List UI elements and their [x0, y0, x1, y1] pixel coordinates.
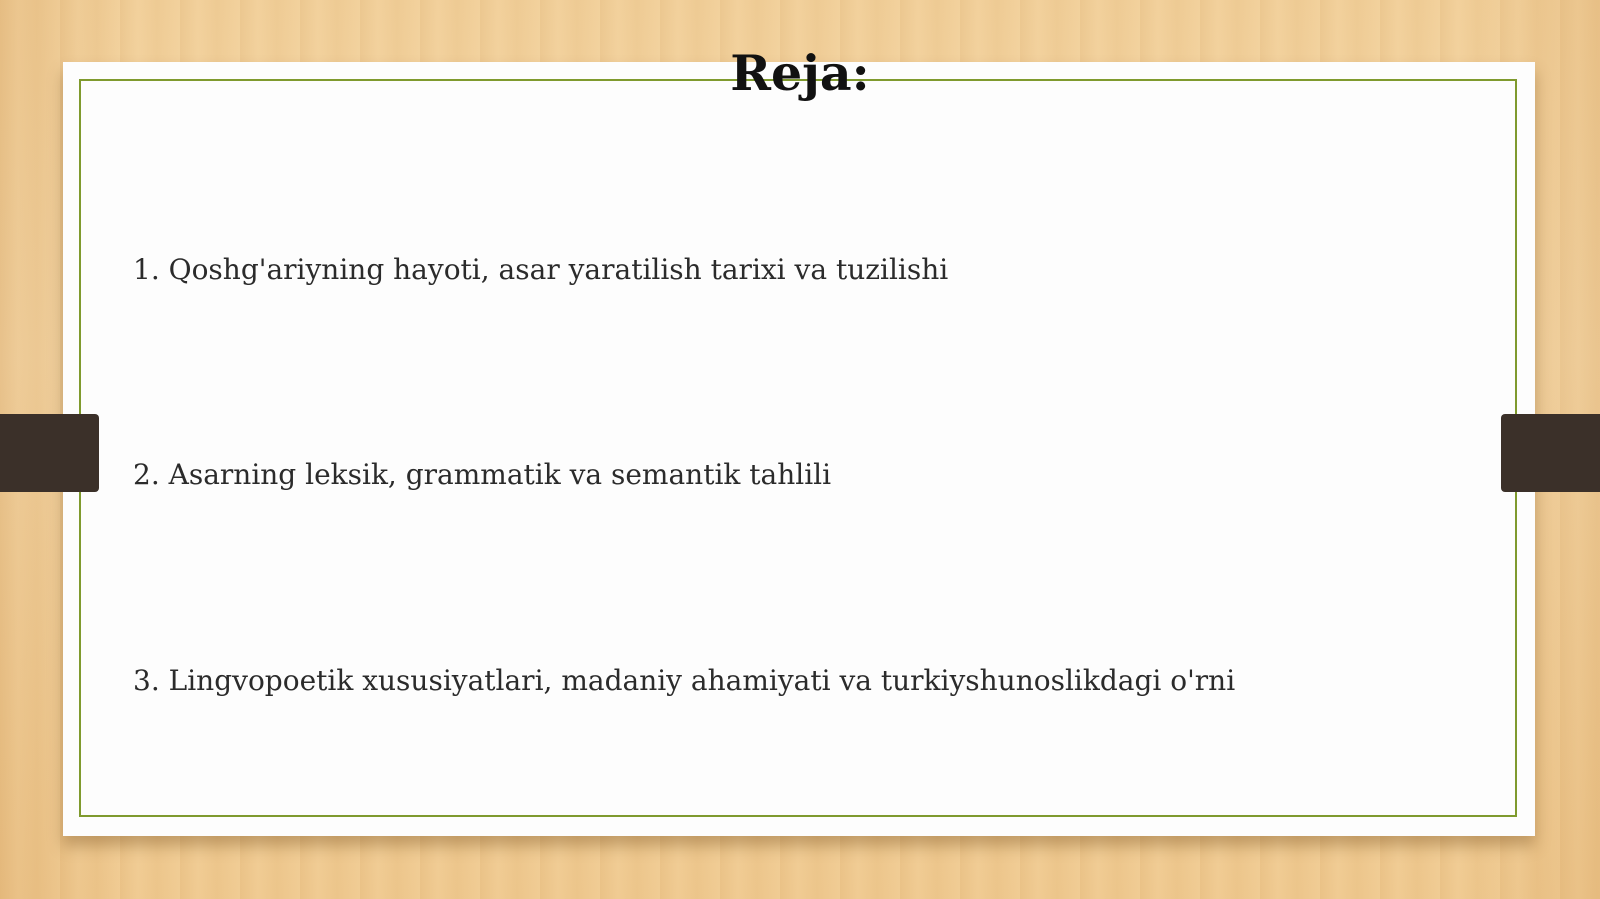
right-binder-clip [1501, 414, 1600, 492]
plan-item-2: 2. Asarning leksik, grammatik va semantik tahlili [133, 458, 832, 491]
plan-item-1: 1. Qoshg'ariyning hayoti, asar yaratilish tarixi va tuzilishi [133, 253, 949, 286]
slide-frame-border [79, 79, 1517, 817]
left-binder-clip [0, 414, 99, 492]
slide-title: Reja: [730, 44, 870, 102]
plan-item-3: 3. Lingvopoetik xususiyatlari, madaniy ahamiyati va turkiyshunoslikdagi o'rni [133, 664, 1236, 697]
